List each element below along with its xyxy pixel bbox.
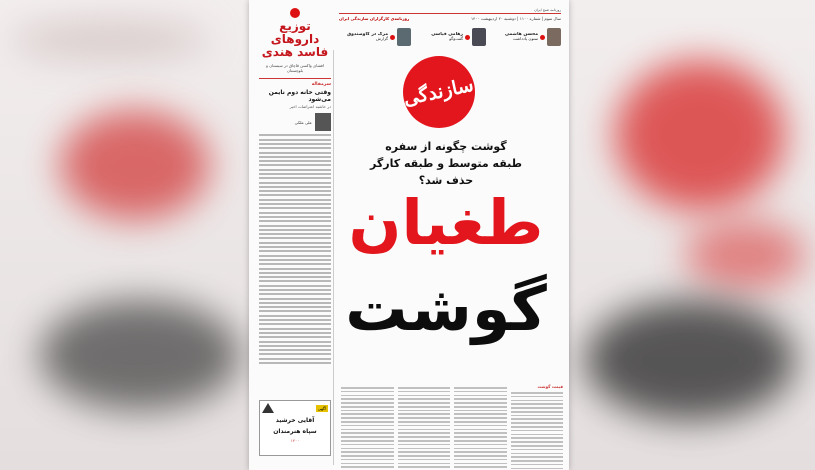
subheadline [361, 138, 531, 189]
brand-dot-icon [540, 35, 545, 40]
sidebar-deck: افشای واکسن قاچاق در سیستان و بلوچستان [266, 62, 324, 73]
dateline [339, 16, 561, 24]
writer-photo [397, 28, 411, 46]
ad-logo-icon [262, 403, 274, 413]
column-label: قیمت گوشت [537, 384, 563, 389]
column-rule [333, 50, 334, 465]
publisher-label: روزنامه‌ی کارگزاران سازندگی ایران [339, 16, 410, 21]
ad-name-line1: آقایی خرشید [275, 417, 315, 424]
writer-note: ستون یادداشت [512, 36, 538, 42]
main-headline-red: طغیان [348, 186, 544, 259]
main-headline-black: گوشت [345, 272, 547, 345]
masthead-circle [403, 56, 475, 128]
ad-date: ۱۴۰۰ [290, 438, 300, 444]
writer-card [489, 26, 561, 48]
writer-name: محسن هاشمی [504, 31, 538, 37]
blurred-background-right [565, 0, 815, 470]
body-column [454, 384, 507, 470]
writer-photo [472, 28, 486, 46]
advertisement-box [259, 400, 331, 456]
writer-note: گفت‌وگو [449, 36, 463, 42]
body-column [341, 384, 394, 470]
brand-logo-icon [290, 8, 300, 18]
author-photo [315, 113, 331, 131]
writer-name: رهامی قیاسی [431, 31, 463, 37]
sidebar-headline: توزیع داروهای فاسد هندی [261, 19, 329, 60]
writer-card [414, 26, 486, 48]
body-column [398, 384, 451, 470]
author-name: علی ملکی [294, 119, 312, 125]
body-columns [341, 384, 563, 470]
article-title: وقتی خانه دوم نایمن می‌شود [268, 88, 331, 104]
blurred-background-left [0, 0, 250, 470]
divider [259, 78, 331, 79]
brand-dot-icon [390, 35, 395, 40]
newspaper-front-page [249, 0, 569, 470]
writer-photo [547, 28, 561, 46]
writer-name: مرگ در گاوصندوق [347, 31, 388, 37]
section-label: سرمقاله [311, 81, 331, 87]
author-box [259, 113, 331, 131]
top-strip: روزنامه صبح ایران [339, 8, 561, 14]
subheadline-line1: گوشت چگونه از سفره [385, 140, 507, 153]
ad-name-line2: سپاه هنرمندان [273, 428, 317, 436]
subheadline-line2: طبقه متوسط و طبقه کارگر حذف شد؟ [370, 157, 522, 188]
writer-card [339, 26, 411, 48]
dateline-text: سال سوم | شماره ۱۱۰۰ | دوشنبه ۲۰ اردیبهشت ۱۴۰۰ [470, 16, 561, 21]
article-body-text [259, 134, 331, 364]
body-column [511, 384, 564, 470]
sidebar-column [259, 8, 331, 470]
writer-note: گزارش [375, 36, 388, 42]
article-deck: در حاشیه اعتراضات اخیر [289, 104, 331, 110]
brand-dot-icon [465, 35, 470, 40]
masthead-logo [399, 56, 479, 136]
masthead-title: سازندگی [401, 73, 477, 111]
writers-strip [339, 26, 561, 48]
ad-tag: آگهی [317, 405, 326, 411]
